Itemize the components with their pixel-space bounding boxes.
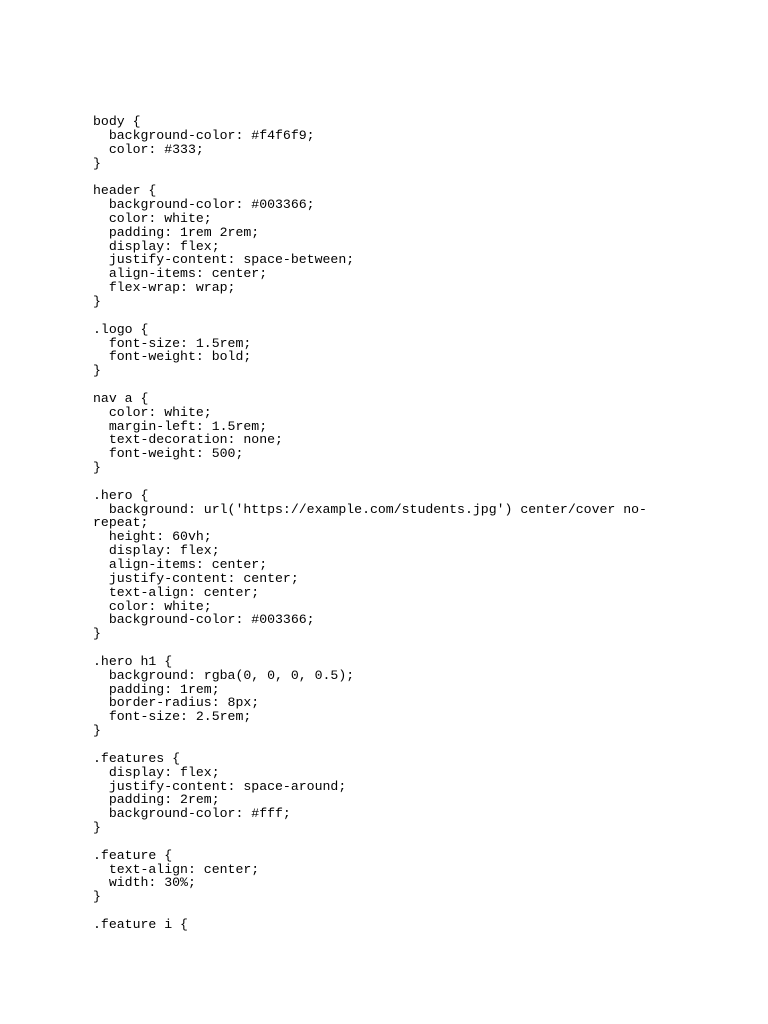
code-line: background-color: #fff; <box>93 806 291 822</box>
code-line: } <box>93 363 101 379</box>
code-line: color: white; <box>93 210 212 226</box>
code-line: } <box>93 626 101 642</box>
code-line: justify-content: center; <box>93 570 299 586</box>
code-line: text-align: center; <box>93 861 260 877</box>
code-line: color: white; <box>93 404 212 420</box>
code-line: font-size: 1.5rem; <box>93 335 252 351</box>
code-line: display: flex; <box>93 543 220 559</box>
code-line: align-items: center; <box>93 266 268 282</box>
code-line: } <box>93 820 101 836</box>
code-line: background-color: #003366; <box>93 612 315 628</box>
code-line: font-weight: bold; <box>93 349 252 365</box>
code-line: font-weight: 500; <box>93 446 244 462</box>
code-line: padding: 1rem 2rem; <box>93 224 260 240</box>
code-line: .feature { <box>93 847 173 863</box>
code-line: } <box>93 723 101 739</box>
code-line: flex-wrap: wrap; <box>93 280 236 296</box>
code-line: font-size: 2.5rem; <box>93 709 252 725</box>
code-line: text-decoration: none; <box>93 432 283 448</box>
code-line <box>93 475 693 489</box>
code-line: } <box>93 889 101 905</box>
code-line: padding: 2rem; <box>93 792 220 808</box>
code-line: height: 60vh; <box>93 529 212 545</box>
code-line: background: rgba(0, 0, 0, 0.5); <box>93 667 355 683</box>
code-line <box>93 641 693 655</box>
code-line <box>93 309 693 323</box>
code-line: background-color: #003366; <box>93 197 315 213</box>
code-line: } <box>93 155 101 171</box>
code-line: justify-content: space-around; <box>93 778 347 794</box>
code-line <box>93 738 693 752</box>
code-line: } <box>93 460 101 476</box>
code-line: color: white; <box>93 598 212 614</box>
code-line: display: flex; <box>93 764 220 780</box>
code-line <box>93 170 693 184</box>
code-line: header { <box>93 183 157 199</box>
code-line: body { <box>93 114 141 129</box>
code-line: .logo { <box>93 321 149 337</box>
code-line: nav a { <box>93 390 149 406</box>
code-line: .hero { <box>93 487 149 503</box>
code-line: border-radius: 8px; <box>93 695 260 711</box>
code-line: .feature i { <box>93 916 188 932</box>
code-line: background-color: #f4f6f9; <box>93 127 315 143</box>
code-line <box>93 378 693 392</box>
code-line <box>93 904 693 918</box>
code-line: } <box>93 293 101 309</box>
code-line: .hero h1 { <box>93 653 173 669</box>
code-line <box>93 835 693 849</box>
code-line: .features { <box>93 750 181 766</box>
code-line: text-align: center; <box>93 584 260 600</box>
code-line: repeat; <box>93 515 149 531</box>
code-line: color: #333; <box>93 141 204 157</box>
code-line: display: flex; <box>93 238 220 254</box>
css-code-block <box>93 115 693 932</box>
code-line: background: url('https://example.com/students.jpg') center/cover no- <box>93 501 647 517</box>
code-line: width: 30%; <box>93 875 196 891</box>
code-line: margin-left: 1.5rem; <box>93 418 268 434</box>
code-line: align-items: center; <box>93 557 268 572</box>
code-line: padding: 1rem; <box>93 681 220 697</box>
code-line: justify-content: space-between; <box>93 252 355 268</box>
